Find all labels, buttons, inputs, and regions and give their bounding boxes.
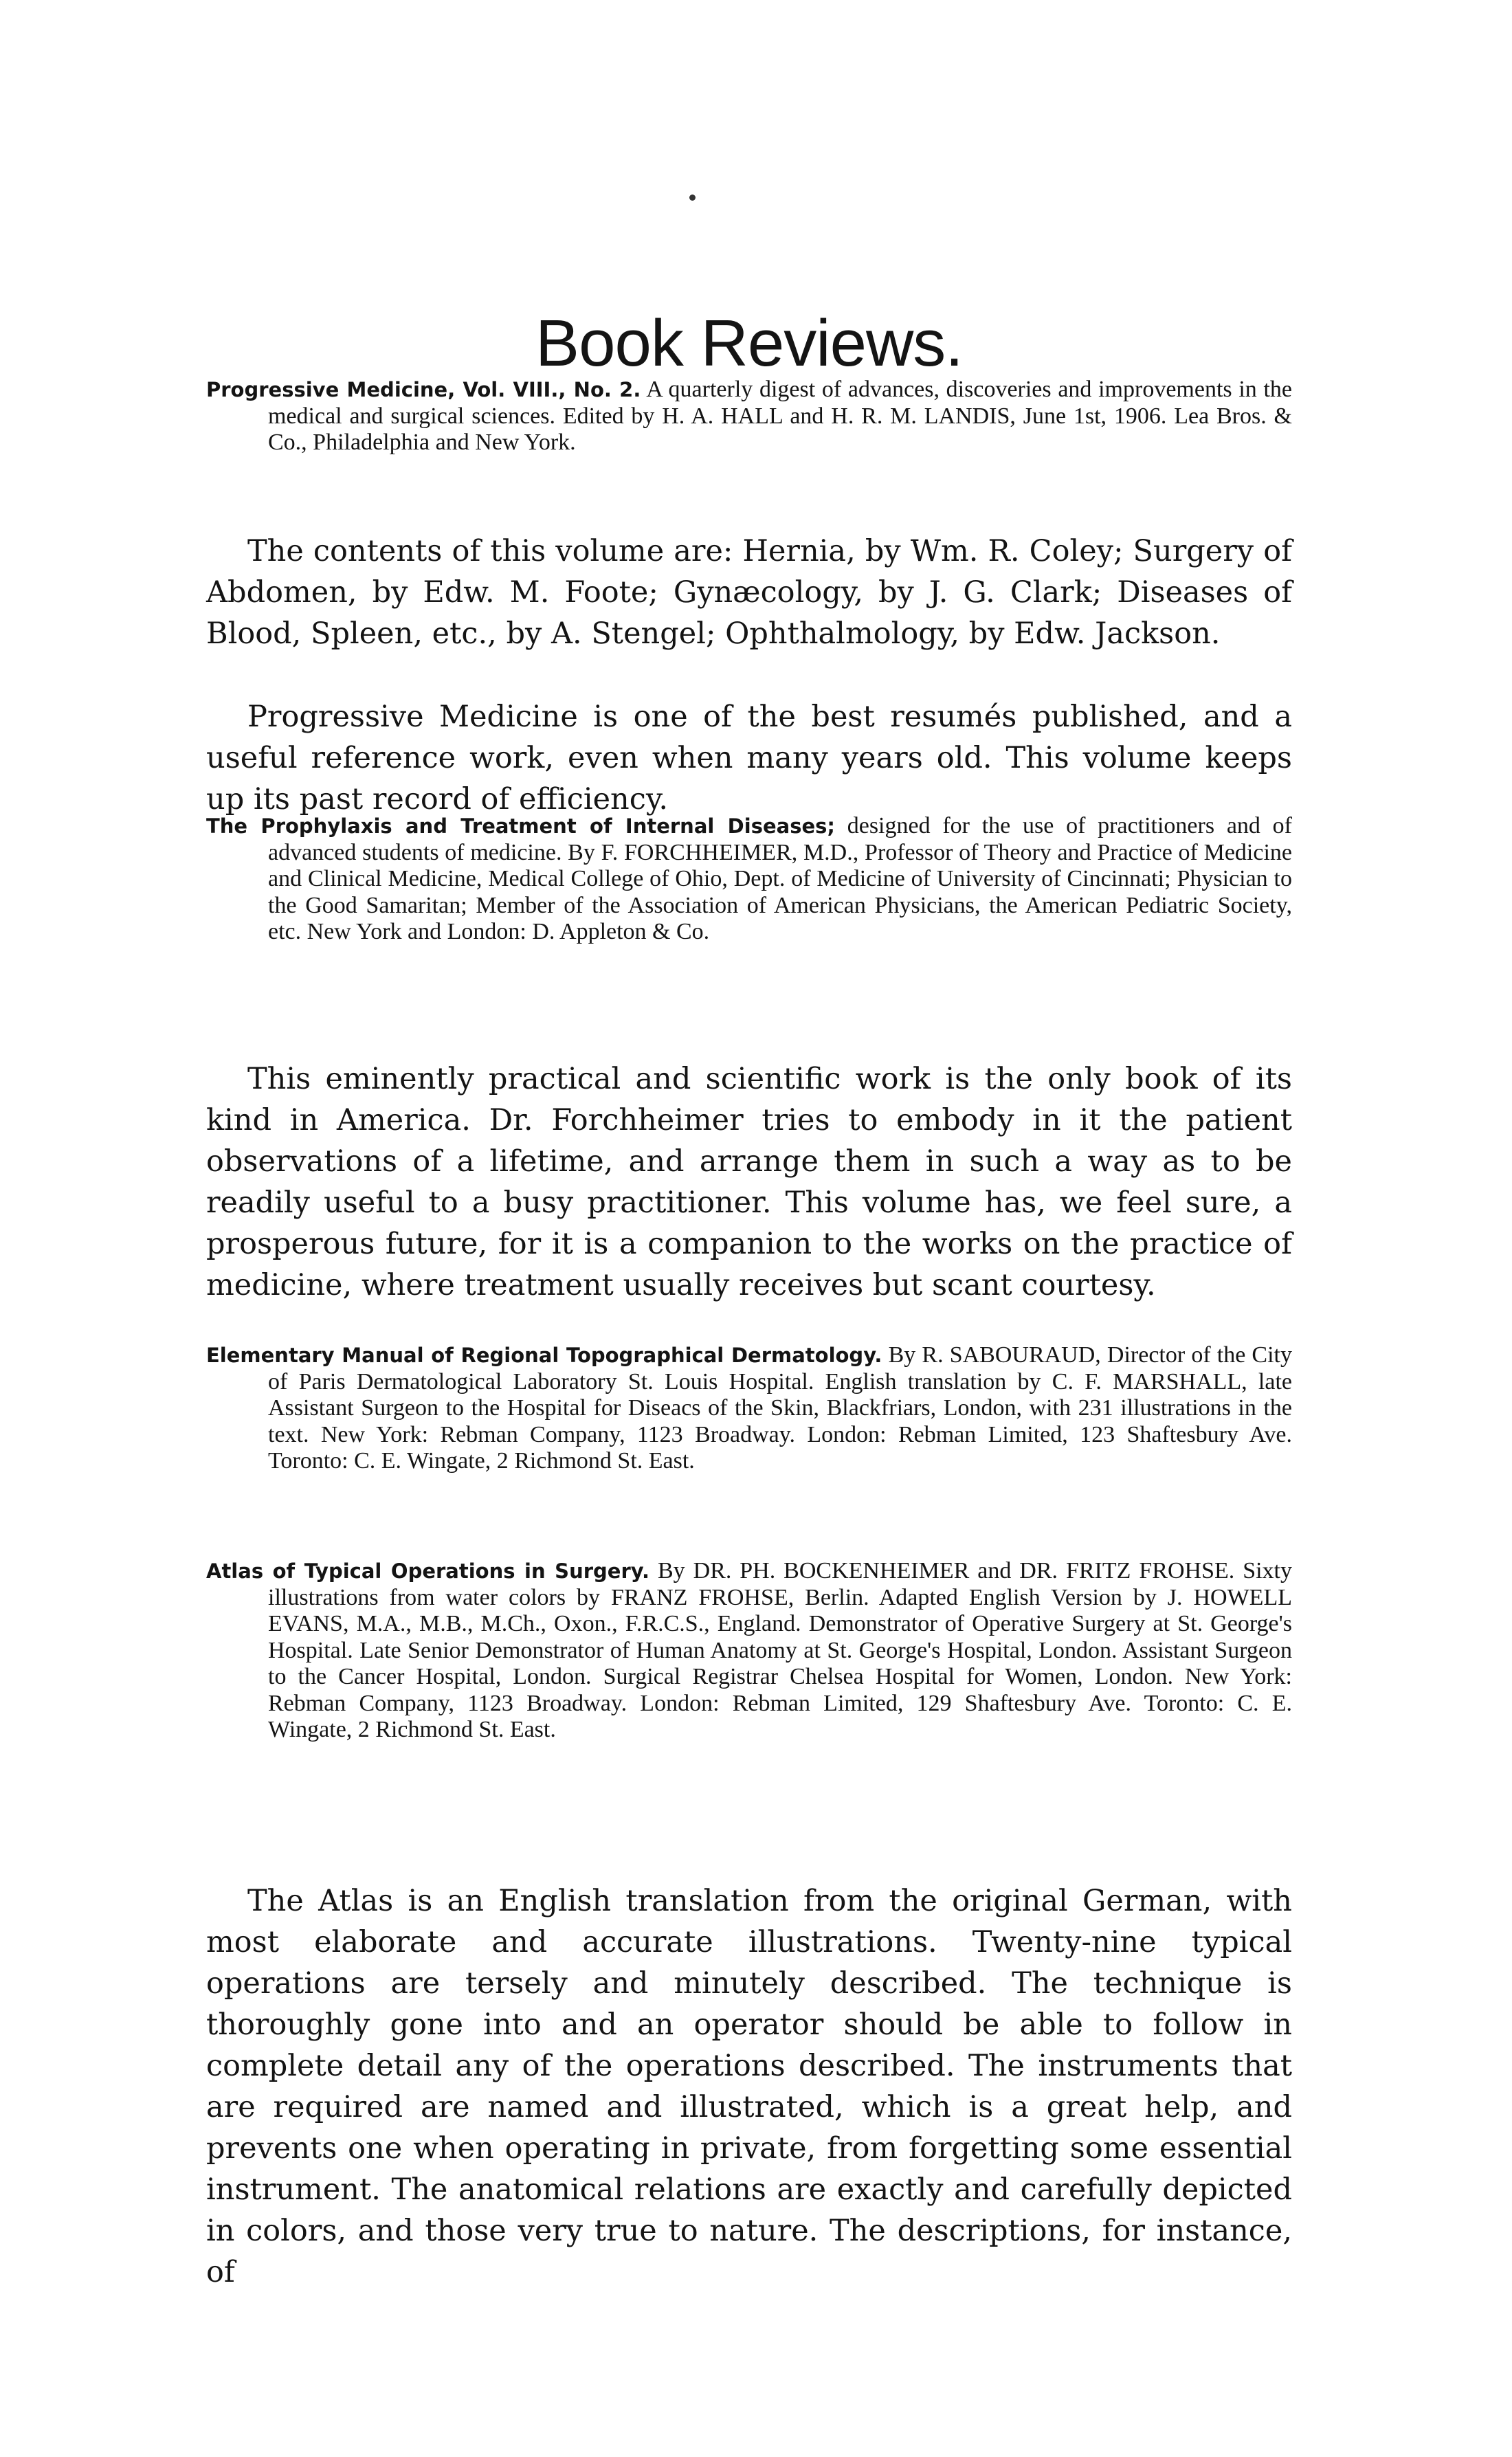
book-title: Elementary Manual of Regional Topographical Dermatology. bbox=[206, 1344, 882, 1367]
citation-text: A quarterly digest of advances, discoveries and improvements in the medical and surgical sciences. Edited by H. A. HALL and H. R. M. LANDIS, June 1st, 1906. Lea Bros. & Co., Philadelphia and New York. bbox=[268, 377, 1292, 455]
book-title: The Prophylaxis and Treatment of Internal Diseases; bbox=[206, 814, 835, 838]
citation-text: designed for the use of practitioners and of advanced students of medicine. By F. FORCHHEIMER, M.D., Professor of Theory and Practice of Medicine and Clinical Medicine, Medical College of Ohio, Dept. of Medicine of University of Cincinnati; Physician to the Good Samaritan; Member of the Association of American Physicians, the American Pediatric Society, etc. New York and London: D. Appleton & Co. bbox=[268, 813, 1292, 944]
book-title: Atlas of Typical Operations in Surgery. bbox=[206, 1559, 649, 1583]
citation-text: By R. SABOURAUD, Director of the City of Paris Dermatological Laboratory St. Louis Hospital. English translation by C. F. MARSHALL, late Assistant Surgeon to the Hospital for Diseacs of the Skin, Blackfriars, London, with 231 illustrations in the text. New York: Rebman Company, 1123 Broadway. London: Rebman Limited, 123 Shaftesbury Ave. Toronto: C. E. Wingate, 2 Richmond St. East. bbox=[268, 1342, 1292, 1474]
review-citation bbox=[206, 813, 1292, 946]
review-citation bbox=[206, 1558, 1292, 1744]
review-citation bbox=[206, 377, 1292, 456]
review-citation bbox=[206, 1342, 1292, 1475]
citation-text: By DR. PH. BOCKENHEIMER and DR. FRITZ FROHSE. Sixty illustrations from water colors by FRANZ FROHSE, Berlin. Adapted English Version by J. HOWELL EVANS, M.A., M.B., M.Ch., Oxon., F.R.C.S., England. Demonstrator of Operative Surgery at St. George's Hospital. Late Senior Demonstrator of Human Anatomy at St. George's Hospital, London. Assistant Surgeon to the Cancer Hospital, London. Surgical Registrar Chelsea Hospital for Women, London. New York: Rebman Company, 1123 Broadway. London: Rebman Limited, 129 Shaftesbury Ave. Toronto: C. E. Wingate, 2 Richmond St. East. bbox=[268, 1558, 1292, 1742]
review-paragraph: This eminently practical and scientific work is the only book of its kind in America. Dr. Forchheimer tries to embody in it the patient observations of a lifetime, and arrange them in such a way as to be readily useful to a busy practitioner. This volume has, we feel sure, a prosperous future, for it is a companion to the works on the practice of medicine, where treatment usually receives but scant courtesy. bbox=[206, 1062, 1292, 1302]
ink-speck bbox=[689, 194, 696, 201]
review-paragraph: Progressive Medicine is one of the best resumés published, and a useful reference work, even when many years old. This volume keeps up its past record of efficiency. bbox=[206, 700, 1292, 816]
review-paragraph: The contents of this volume are: Hernia, by Wm. R. Coley; Surgery of Abdomen, by Edw. M. Foote; Gynæcology, by J. G. Clark; Diseases of Blood, Spleen, etc., by A. Stengel; Ophthalmology, by Edw. Jackson. bbox=[206, 534, 1292, 651]
review-paragraph: The Atlas is an English translation from the original German, with most elaborate and accurate illustrations. Twenty-nine typical operations are tersely and minutely described. The technique is thoroughly gone into and an operator should be able to follow in complete detail any of the operations described. The instruments that are required are named and illustrated, which is a great help, and prevents one when operating in private, from forgetting some essential instrument. The anatomical relations are exactly and carefully depicted in colors, and those very true to nature. The descriptions, for instance, of bbox=[206, 1884, 1292, 2289]
page-title: Book Reviews. bbox=[535, 307, 963, 381]
book-title: Progressive Medicine, Vol. VIII., No. 2. bbox=[206, 378, 641, 401]
